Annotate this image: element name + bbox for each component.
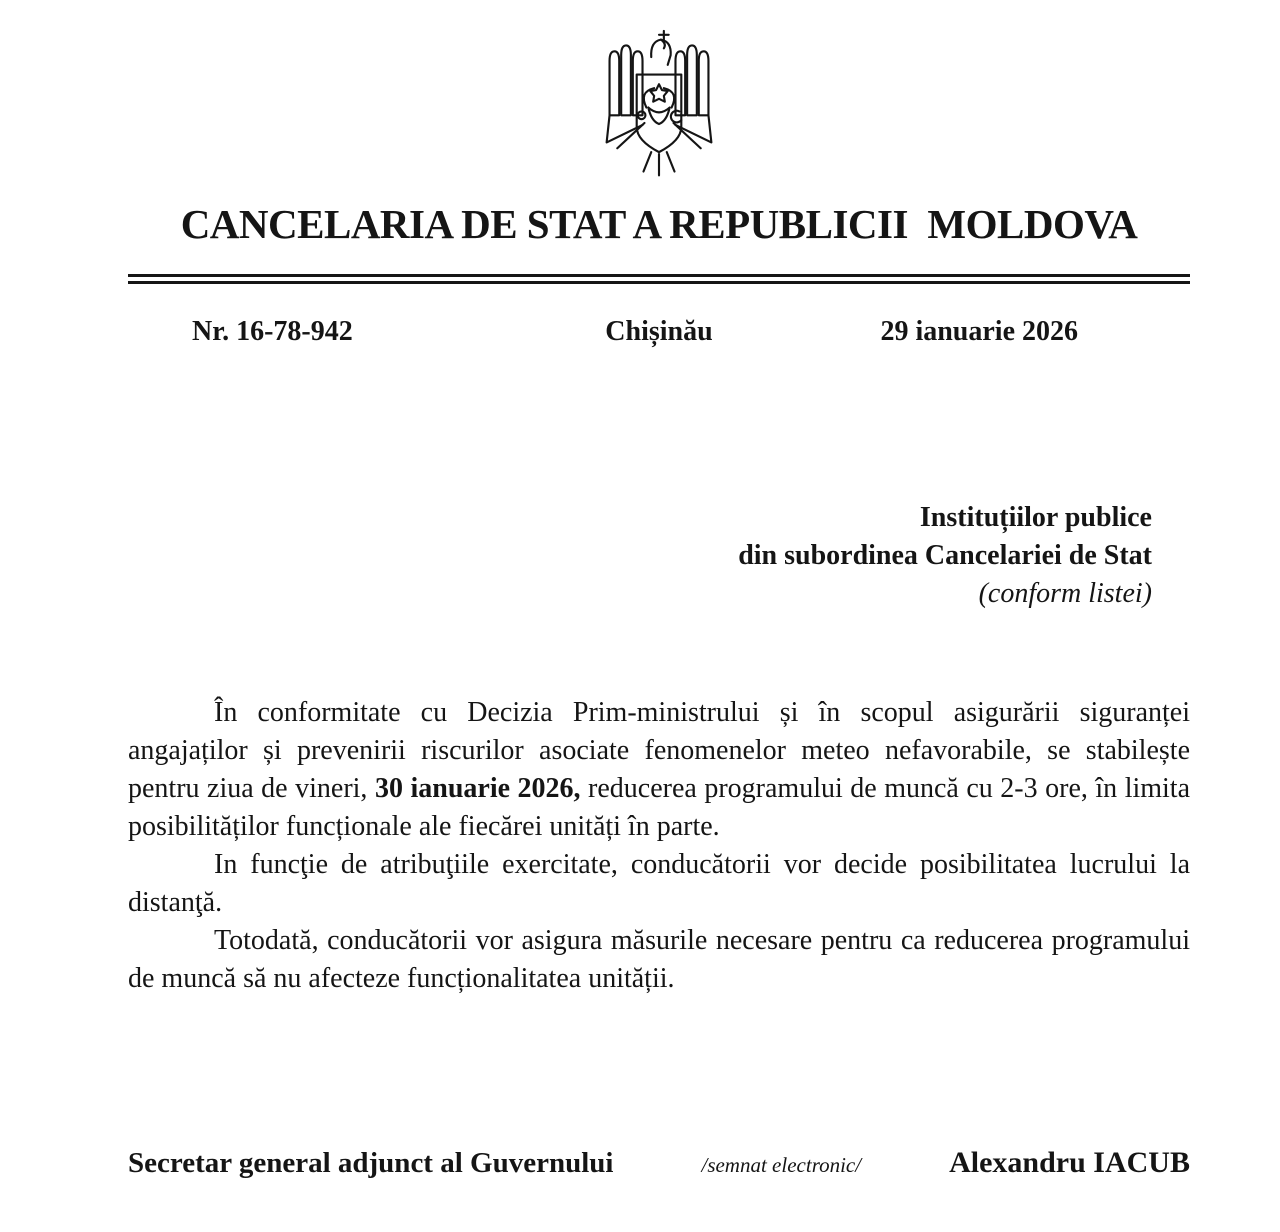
electronic-signature-note: /semnat electronic/ xyxy=(701,1153,862,1177)
addressee-block xyxy=(738,499,1152,613)
signatory-role: Secretar general adjunct al Guvernului xyxy=(128,1147,614,1179)
moldova-coat-of-arms-icon xyxy=(595,28,723,193)
signatory-name: Alexandru IACUB xyxy=(949,1146,1190,1179)
body-paragraph-3: Totodată, conducătorii vor asigura măsurile necesare pentru ca reducerea programului de muncă să nu afecteze funcționalitatea unității. xyxy=(128,925,1190,994)
paragraph-1-bold-date: 30 ianuarie 2026, xyxy=(374,773,581,804)
body-paragraph-2: In funcţie de atribuţiile exercitate, conducătorii vor decide posibilitatea lucrului la distanţă. xyxy=(128,849,1190,918)
header-divider xyxy=(128,274,1190,284)
letter-body xyxy=(128,694,1190,998)
letter-content xyxy=(128,0,1190,1232)
date-label: 29 ianuarie 2026 xyxy=(880,316,1078,347)
addressee-line-2: din subordinea Cancelariei de Stat xyxy=(738,540,1152,571)
addressee-line-3: (conform listei) xyxy=(978,578,1152,609)
reference-row xyxy=(128,316,1190,356)
city-label: Chișinău xyxy=(605,316,713,347)
body-paragraph-1 xyxy=(128,694,1190,846)
reference-number: Nr. 16-78-942 xyxy=(192,316,353,347)
paragraph-1-text: În conformitate cu Decizia Prim-ministrului și în scopul asigurării siguranței angajaților și prevenirii riscurilor asociate fenomenelor meteo nefavorabile, se stabilește pentru ziua de vineri, xyxy=(128,697,1190,804)
page-title: CANCELARIA DE STAT A REPUBLICII MOLDOVA xyxy=(180,201,1138,247)
signature-block xyxy=(128,1146,1190,1180)
addressee-line-1: Instituțiilor publice xyxy=(919,502,1152,533)
paragraph-1-text-after: reducerea programului de muncă cu 2-3 ore, în limita posibilităților funcționale ale fiecărei unități în parte. xyxy=(128,773,1191,842)
